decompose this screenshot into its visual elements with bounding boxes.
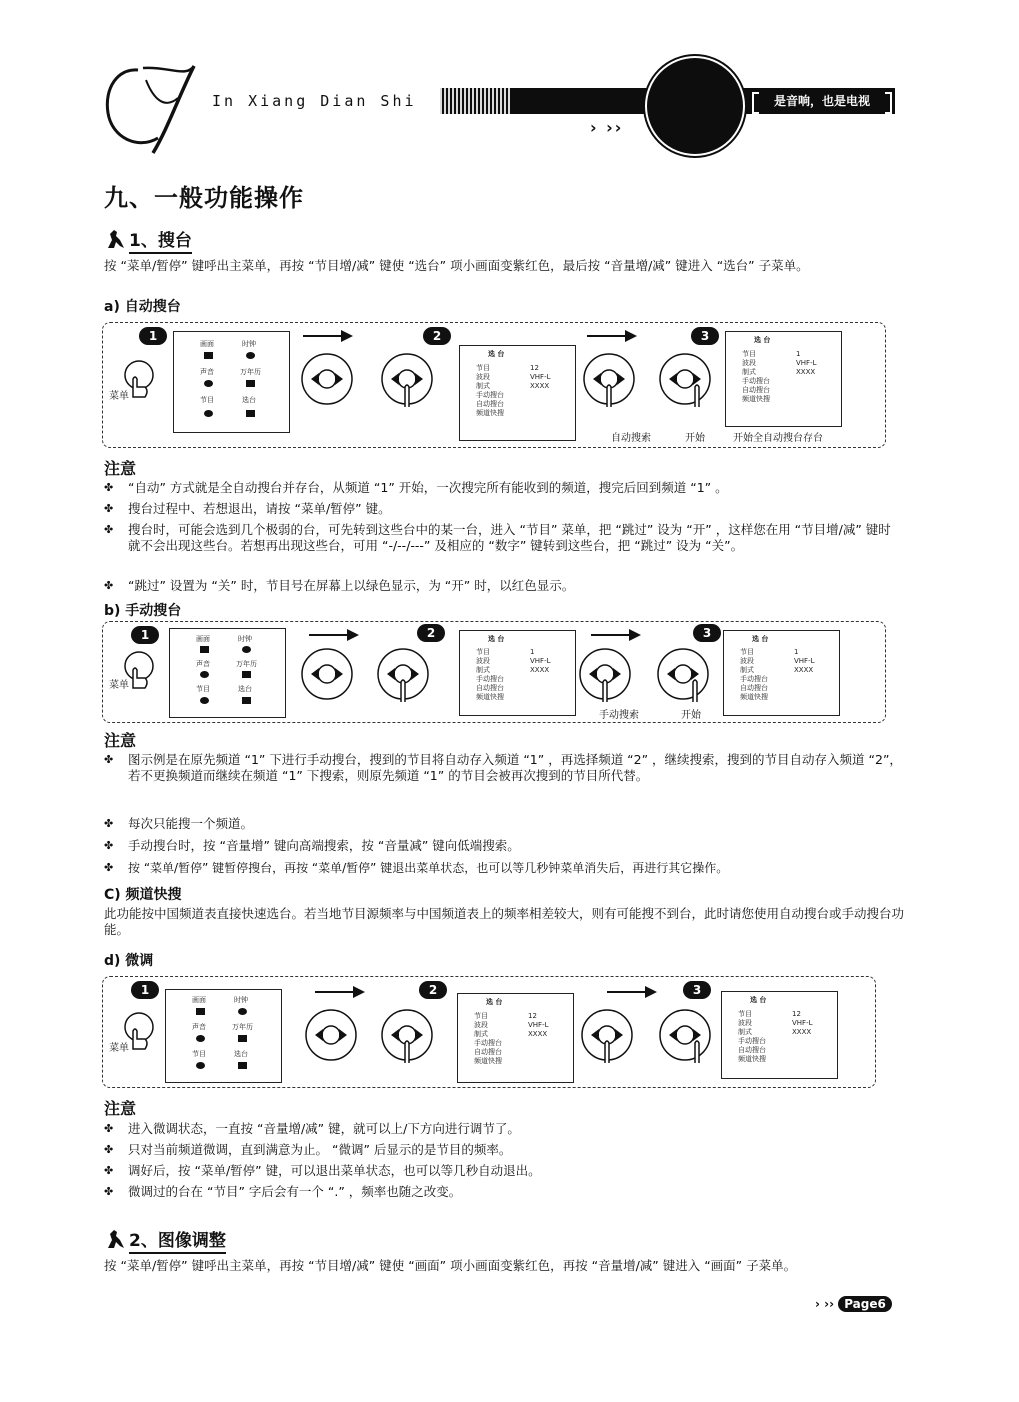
flow-arrow xyxy=(607,991,655,993)
step-number: 1 xyxy=(139,327,167,345)
hand-label: 菜单 xyxy=(109,391,129,402)
header-dither xyxy=(440,88,510,114)
caption-start: 开始 xyxy=(685,433,705,444)
tune-menu-screen: 选 台 节目 波段 制式 手动搜台 自动搜台 频道快搜 1 VHF-L XXXX xyxy=(459,630,576,716)
footer-arrows: › ›› xyxy=(815,1297,835,1311)
kangaroo-icon xyxy=(104,226,126,250)
page-number-badge: Page6 xyxy=(838,1296,892,1312)
dpad-icon xyxy=(657,351,713,407)
step-number: 2 xyxy=(423,327,451,345)
note-item: ✤ 进入微调状态，一直按 “音量增/减” 键，就可以上/下方向进行调节了。 xyxy=(104,1121,520,1136)
step-number: 2 xyxy=(417,624,445,642)
dpad-icon xyxy=(657,1007,713,1063)
dpad-icon xyxy=(303,1007,359,1063)
tune-menu-screen: 选 台 节目 波段 制式 手动搜台 自动搜台 频道快搜 1 VHF-L XXXX xyxy=(725,331,842,427)
dpad-icon xyxy=(379,1007,435,1063)
note-item: ✤ “自动” 方式就是全自动搜台并存台，从频道 “1” 开始，一次搜完所有能收到的频道，搜完后回到频道 “1” 。 xyxy=(104,480,728,495)
section-1-heading xyxy=(104,226,192,251)
note-item: ✤ 微调过的台在 “节目” 字后会有一个 “.” ，频率也随之改变。 xyxy=(104,1184,462,1199)
diagram-manual-search xyxy=(102,621,886,723)
note-item: ✤ 图示例是在原先频道 “1” 下进行手动搜台，搜到的节目将自动存入频道 “1” ，再选择频道 “2” ，继续搜索，搜到的节目自动存入频道 “2”，若不更换频道而继续在频道 “1” 下搜索，则原先频道 “1” 的节目会被再次搜到的节目所代替。 xyxy=(104,752,902,783)
step-number: 3 xyxy=(683,981,711,999)
flow-arrow xyxy=(591,634,639,636)
caption-full-auto: 开始全自动搜台存台 xyxy=(733,433,823,444)
subsection-c-title: C) 频道快搜 xyxy=(104,887,182,903)
diagram-fine-tune xyxy=(102,976,876,1088)
main-menu-screen: 画面 时钟 声音 万年历 节目 选台 xyxy=(173,331,290,433)
step-number: 3 xyxy=(693,624,721,642)
step-number: 3 xyxy=(691,327,719,345)
main-menu-screen: 画面 时钟 声音 万年历 节目 选台 xyxy=(165,989,282,1083)
dpad-icon xyxy=(655,646,711,702)
header-circle xyxy=(645,56,745,156)
section-2-intro: 按 “菜单/暂停” 键呼出主菜单，再按 “节目增/减” 键使 “画面” 项小画面变紫红色，再按 “音量增/减” 键进入 “画面” 子菜单。 xyxy=(104,1258,797,1273)
note-item: ✤ 调好后，按 “菜单/暂停” 键，可以退出菜单状态，也可以等几秒自动退出。 xyxy=(104,1163,541,1178)
dpad-icon xyxy=(299,646,355,702)
subsection-a-title: a) 自动搜台 xyxy=(104,299,181,315)
note-item: ✤ 只对当前频道微调，直到满意为止。 “微调” 后显示的是节目的频率。 xyxy=(104,1142,512,1157)
section-2-title: 2、图像调整 xyxy=(129,1231,226,1254)
note-item: ✤ 搜台过程中、若想退出，请按 “菜单/暂停” 键。 xyxy=(104,501,391,516)
section-1-title: 1、搜台 xyxy=(129,231,192,254)
flow-arrow xyxy=(315,991,363,993)
tune-menu-screen: 选 台 节目 波段 制式 手动搜台 自动搜台 频道快搜 12 VHF-L XXXX xyxy=(459,345,576,441)
kangaroo-icon xyxy=(104,1226,126,1250)
step-number: 1 xyxy=(131,626,159,644)
tune-menu-screen: 选 台 节目 波段 制式 手动搜台 自动搜台 频道快搜 12 VHF-L XXXX xyxy=(457,993,574,1083)
step-number: 1 xyxy=(131,981,159,999)
subsection-d-title: d) 微调 xyxy=(104,953,154,969)
dpad-icon xyxy=(379,351,435,407)
dpad-icon xyxy=(375,646,431,702)
main-menu-screen: 画面 时钟 声音 万年历 节目 选台 xyxy=(169,628,286,718)
chapter-title: 九、一般功能操作 xyxy=(104,184,304,212)
section-1-intro: 按 “菜单/暂停” 键呼出主菜单，再按 “节目增/减” 键使 “选台” 项小画面变紫红色，最后按 “音量增/减” 键进入 “选台” 子菜单。 xyxy=(104,258,809,273)
tune-menu-screen: 选 台 节目 波段 制式 手动搜台 自动搜台 频道快搜 1 VHF-L XXXX xyxy=(723,630,840,716)
hand-label: 菜单 xyxy=(109,680,129,691)
hand-label: 菜单 xyxy=(109,1043,129,1054)
dpad-icon xyxy=(299,351,355,407)
note-item: ✤ 搜台时，可能会选到几个极弱的台，可先转到这些台中的某一台，进入 “节目” 菜单，把 “跳过” 设为 “开” ，这样您在用 “节目增/减” 键时就不会出现这些台。若想再出现这些台，可用 “-/--/---” 及相应的 “数字” 键转到这些台，把 “跳过” 设为 “关”。 xyxy=(104,522,891,553)
brand-name: In Xiang Dian Shi xyxy=(212,92,417,110)
caption-auto-search: 自动搜索 xyxy=(611,433,651,444)
dpad-icon xyxy=(579,1007,635,1063)
caption-manual-search: 手动搜索 xyxy=(599,710,639,721)
flow-arrow xyxy=(303,335,351,337)
header-slogan: 是音响，也是电视 xyxy=(752,90,892,112)
dpad-icon xyxy=(577,646,633,702)
dpad-icon xyxy=(581,351,637,407)
diagram-auto-search xyxy=(102,322,886,448)
tune-menu-screen: 选 台 节目 波段 制式 手动搜台 自动搜台 频道快搜 12 VHF-L XXXX xyxy=(721,991,838,1079)
flow-arrow xyxy=(309,634,357,636)
notes-b-title: 注意 xyxy=(104,731,137,750)
notes-d-title: 注意 xyxy=(104,1099,137,1118)
note-item: ✤ “跳过” 设置为 “关” 时，节目号在屏幕上以绿色显示，为 “开” 时，以红色显示。 xyxy=(104,578,575,593)
page-footer xyxy=(815,1296,892,1312)
note-item: ✤ 手动搜台时，按 “音量增” 键向高端搜索，按 “音量减” 键向低端搜索。 xyxy=(104,838,520,853)
subsection-b-title: b) 手动搜台 xyxy=(104,603,182,619)
flow-arrow xyxy=(587,335,635,337)
note-item: ✤ 按 “菜单/暂停” 键暂停搜台，再按 “菜单/暂停” 键退出菜单状态，也可以等几秒钟菜单消失后，再进行其它操作。 xyxy=(104,861,729,875)
caption-start: 开始 xyxy=(681,710,701,721)
note-item: ✤ 每次只能搜一个频道。 xyxy=(104,816,254,831)
header-arrows: › ›› xyxy=(590,118,624,137)
section-2-heading xyxy=(104,1226,226,1251)
step-number: 2 xyxy=(419,981,447,999)
script-y-logo xyxy=(98,58,208,158)
subsection-c-text: 此功能按中国频道表直接快速选台。若当地节目源频率与中国频道表上的频率相差较大，则有可能搜不到台，此时请您使用自动搜台或手动搜台功能。 xyxy=(104,906,905,937)
notes-a-title: 注意 xyxy=(104,459,137,478)
